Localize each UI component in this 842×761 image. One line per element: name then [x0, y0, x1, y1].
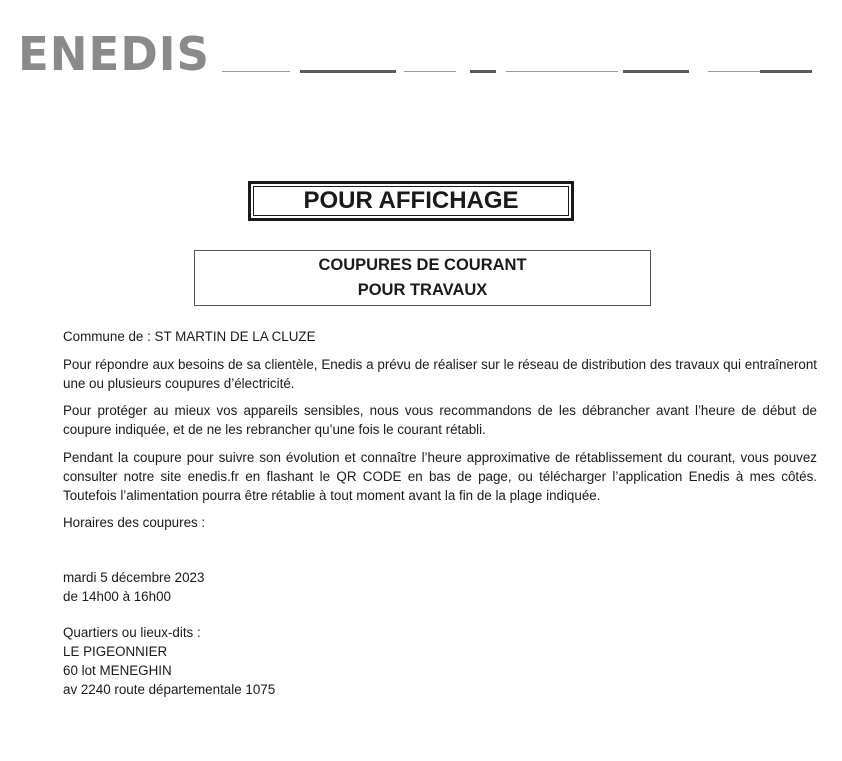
coupures-box [194, 250, 651, 306]
paragraph-besoins: Pour répondre aux besoins de sa clientèle, Enedis a prévu de réaliser sur le réseau de distribution des travaux qui entraîneront une ou plusieurs coupures d’électricité. [63, 357, 817, 391]
paragraph-protection: Pour protéger au mieux vos appareils sensibles, nous vous recommandons de les débrancher avant l’heure de début de coupure indiquée, et de ne les rebrancher qu’une fois le courant rétabli. [63, 403, 817, 437]
location-item: 60 lot MENEGHIN [63, 663, 172, 678]
enedis-logo [18, 28, 218, 80]
schedule-date: mardi 5 décembre 2023 [63, 570, 205, 585]
location-item: av 2240 route départementale 1075 [63, 682, 276, 697]
schedule-time: de 14h00 à 16h00 [63, 589, 171, 604]
locations-label: Quartiers ou lieux-dits : [63, 625, 201, 640]
coupures-title-line2: POUR TRAVAUX [357, 281, 488, 299]
pour-affichage-box [248, 181, 574, 221]
coupures-title-line1: COUPURES DE COURANT [318, 256, 527, 274]
paragraph-suivi: Pendant la coupure pour suivre son évolution et connaître l’heure approximative de rétablissement du courant, vous pouvez consulter notre site enedis.fr en flashant le QR CODE en bas de page, ou télécharger l’application Enedis à mes côtés. Toutefois l’alimentation pourra être rétablie à tout moment avant la fin de la plage indiquée. [63, 450, 817, 503]
horaires-label: Horaires des coupures : [63, 515, 206, 530]
location-item: LE PIGEONNIER [63, 644, 168, 659]
enedis-logo-letters: ENEDIS [18, 28, 210, 80]
commune-line: Commune de : ST MARTIN DE LA CLUZE [63, 329, 316, 344]
pour-affichage-title: POUR AFFICHAGE [303, 187, 519, 214]
enedis-logo-mark [18, 28, 218, 80]
